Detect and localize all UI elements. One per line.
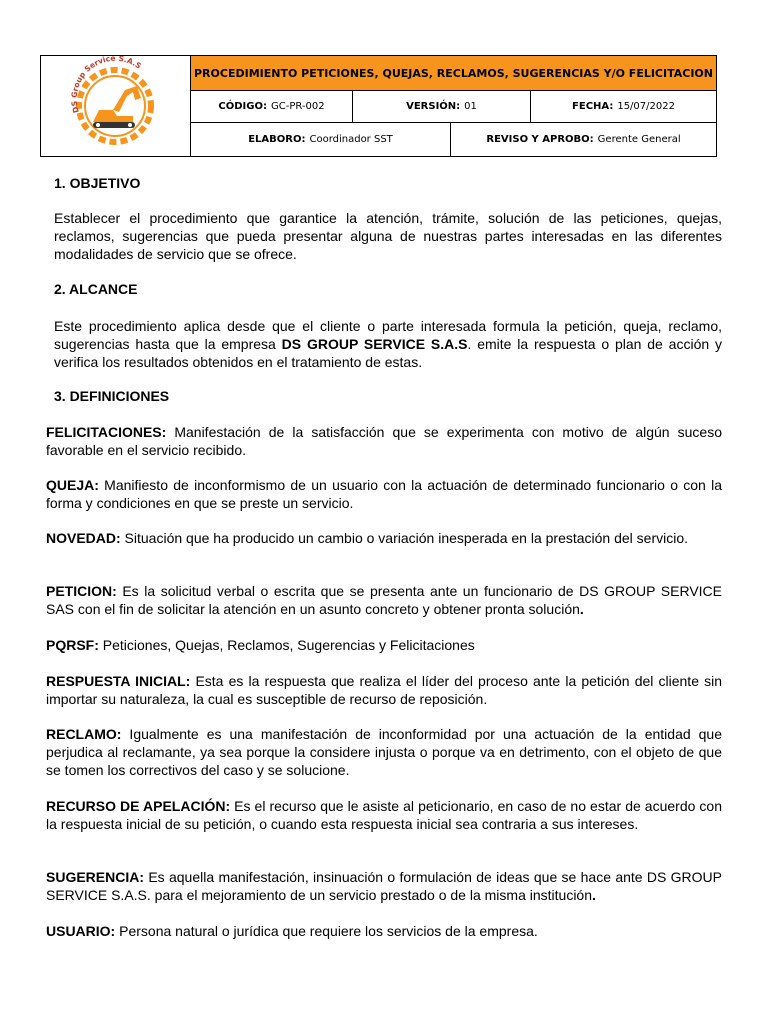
definition-item	[46, 725, 722, 779]
fecha-label: FECHA:	[572, 101, 614, 112]
definition-term: FELICITACIONES:	[46, 424, 167, 440]
svg-text:DS Group Service S.A.S: DS Group Service S.A.S	[69, 56, 143, 114]
company-logo	[41, 56, 191, 156]
definition-term: QUEJA:	[46, 477, 99, 493]
definition-text: Persona natural o jurídica que requiere los servicios de la empresa.	[115, 923, 538, 939]
alcance-text-a: Este procedimiento aplica desde que el cliente o parte interesada formula la petición, queja, reclamo, sugerencias hasta que la empresa	[54, 318, 722, 352]
version-cell	[352, 91, 530, 122]
version-value: 01	[464, 101, 477, 112]
definition-term: SUGERENCIA:	[46, 869, 145, 885]
version-label: VERSIÓN:	[406, 101, 461, 112]
codigo-cell	[191, 91, 352, 122]
definition-term: RECURSO DE APELACIÓN:	[46, 798, 231, 814]
definition-text: Manifestación de la satisfacción que se experimenta con motivo de algún suceso favorable en el servicio recibido.	[46, 424, 722, 458]
document-header	[40, 55, 717, 157]
codigo-label: CÓDIGO:	[218, 101, 267, 112]
definition-text: Es aquella manifestación, insinuación o formulación de ideas que se hace ante DS GROUP SERVICE S.A.S. para el mejoramiento de un servicio prestado o de la misma institución	[46, 869, 722, 903]
elaboro-label: ELABORO:	[248, 134, 306, 145]
fecha-value: 15/07/2022	[617, 101, 675, 112]
definition-term: NOVEDAD:	[46, 530, 121, 546]
definition-term: PETICION:	[46, 583, 117, 599]
definition-text: Esta es la respuesta que realiza el líder del proceso ante la petición del cliente sin importar su naturaleza, la cual es susceptible de recurso de reposición.	[46, 673, 722, 707]
definition-text: Peticiones, Quejas, Reclamos, Sugerencias y Felicitaciones	[98, 637, 475, 653]
definition-item	[46, 529, 722, 547]
elaboro-value: Coordinador SST	[309, 134, 393, 145]
reviso-label: REVISO Y APROBO:	[486, 134, 594, 145]
document-title: PROCEDIMIENTO PETICIONES, QUEJAS, RECLAMOS, SUGERENCIAS Y/O FELICITACION	[191, 56, 716, 91]
section-text-objetivo: Establecer el procedimiento que garantice la atención, trámite, solución de las peticiones, quejas, reclamos, sugerencias que pueda presentar alguna de nuestras partes interesadas en las diferentes modalidades de servicio que se ofrece.	[54, 210, 722, 262]
definition-item	[46, 922, 722, 940]
definition-text: Es la solicitud verbal o escrita que se presenta ante un funcionario de DS GROUP SERVICE SAS con el fin de solicitar la atención en un asunto concreto y obtener pronta solución	[46, 583, 722, 617]
fecha-cell	[530, 91, 716, 122]
definition-end: .	[579, 601, 584, 617]
ds-group-logo-icon	[41, 56, 189, 154]
definition-term: RESPUESTA INICIAL:	[46, 673, 191, 689]
definition-item	[46, 636, 722, 654]
definition-item	[46, 868, 722, 904]
definition-text: Es el recurso que le asiste al peticionario, en caso de no estar de acuerdo con la respuesta inicial de su petición, o cuando esta respuesta inicial sea contraria a sus intereses.	[46, 798, 723, 832]
codigo-value: GC-PR-002	[270, 101, 325, 112]
definition-term: USUARIO:	[46, 923, 116, 939]
definition-term: PQRSF:	[46, 637, 99, 653]
definition-text: Igualmente es una manifestación de inconformidad por una actuación de la entidad que perjudica al reclamante, ya sea porque la considere injusta o porque va en detrimento, con el objeto de que se tomen los correctivos del caso y se solucione.	[46, 726, 722, 778]
section-title-alcance: 2. ALCANCE	[54, 281, 138, 297]
definition-term: RECLAMO:	[46, 726, 122, 742]
reviso-value: Gerente General	[597, 134, 681, 145]
definition-end: .	[592, 887, 596, 903]
alcance-company-name: DS GROUP SERVICE S.A.S	[281, 336, 468, 352]
definition-text: Manifiesto de inconformismo de un usuario con la actuación de determinado funcionario o con la forma y condiciones en que se preste un servicio.	[46, 477, 722, 511]
elaboro-cell	[191, 123, 450, 156]
reviso-cell	[450, 123, 716, 156]
definition-item	[46, 423, 722, 459]
definition-item	[46, 476, 722, 512]
section-text-alcance	[54, 317, 722, 371]
alcance-text-b: . emite la respuesta o plan de acción y verifica los resultados obtenidos en el tratamiento de estas.	[54, 336, 722, 370]
section-title-objetivo: 1. OBJETIVO	[54, 175, 141, 191]
definition-item	[46, 582, 722, 618]
definition-text: Situación que ha producido un cambio o variación inesperada en la prestación del servicio.	[120, 530, 689, 546]
definition-item	[46, 672, 722, 708]
definition-item	[46, 797, 722, 833]
section-title-definiciones: 3. DEFINICIONES	[54, 388, 170, 404]
